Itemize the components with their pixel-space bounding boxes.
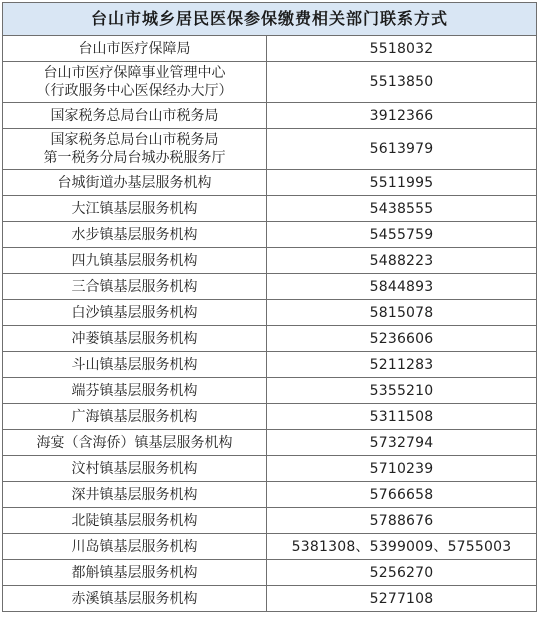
table-row [3, 404, 537, 430]
department-name: 广海镇基层服务机构 [71, 408, 198, 425]
table-row [3, 300, 537, 326]
department-name: 川岛镇基层服务机构 [71, 538, 198, 555]
table-row [3, 326, 537, 352]
phone-number: 5236606 [267, 326, 537, 352]
department-name: 台山市医疗保障事业管理中心 [43, 65, 226, 81]
table-row [3, 586, 537, 612]
table-row [3, 456, 537, 482]
department-name-cell [3, 274, 267, 300]
department-name-cell [3, 534, 267, 560]
table-header-row [3, 3, 537, 36]
phone-number: 5311508 [267, 404, 537, 430]
department-name-cell [3, 430, 267, 456]
department-name-cell [3, 456, 267, 482]
contacts-table [2, 2, 537, 612]
phone-number: 5613979 [267, 129, 537, 170]
department-name: 四九镇基层服务机构 [71, 252, 198, 269]
phone-number: 5518032 [267, 36, 537, 62]
department-name-cell [3, 326, 267, 352]
department-name-cell [3, 129, 267, 170]
department-name: 国家税务总局台山市税务局 [50, 132, 219, 148]
phone-number: 3912366 [267, 103, 537, 129]
table-body [3, 36, 537, 612]
table-row [3, 352, 537, 378]
department-name: 台城街道办基层服务机构 [57, 174, 212, 191]
table-row [3, 482, 537, 508]
table-row [3, 129, 537, 170]
department-name: 都斛镇基层服务机构 [71, 564, 198, 581]
department-name: 水步镇基层服务机构 [71, 226, 198, 243]
department-name: 第一税务分局台城办税服务厅 [43, 150, 226, 166]
department-name-cell [3, 352, 267, 378]
department-name: 汶村镇基层服务机构 [71, 460, 198, 477]
department-name-cell [3, 378, 267, 404]
department-name: 三合镇基层服务机构 [71, 278, 198, 295]
department-name-cell [3, 248, 267, 274]
department-name: 深井镇基层服务机构 [71, 486, 198, 503]
department-name-cell [3, 222, 267, 248]
table-row [3, 378, 537, 404]
table-row [3, 62, 537, 103]
department-name-cell [3, 508, 267, 534]
department-name-cell [3, 560, 267, 586]
department-name: 端芬镇基层服务机构 [71, 382, 198, 399]
department-name: 北陡镇基层服务机构 [71, 512, 198, 529]
department-name: （行政服务中心医保经办大厅） [36, 83, 233, 99]
department-name-cell [3, 586, 267, 612]
phone-number: 5277108 [267, 586, 537, 612]
phone-number: 5488223 [267, 248, 537, 274]
department-name: 大江镇基层服务机构 [71, 200, 198, 217]
phone-number: 5355210 [267, 378, 537, 404]
department-name: 国家税务总局台山市税务局 [50, 107, 219, 124]
table-row [3, 560, 537, 586]
table-row [3, 170, 537, 196]
department-name: 冲蒌镇基层服务机构 [71, 330, 198, 347]
phone-number: 5710239 [267, 456, 537, 482]
phone-number: 5438555 [267, 196, 537, 222]
department-name-cell [3, 103, 267, 129]
phone-number: 5513850 [267, 62, 537, 103]
department-name-cell [3, 36, 267, 62]
phone-number: 5788676 [267, 508, 537, 534]
phone-number: 5844893 [267, 274, 537, 300]
table-row [3, 248, 537, 274]
table-row [3, 222, 537, 248]
department-name-cell [3, 196, 267, 222]
table-row [3, 508, 537, 534]
department-name-cell [3, 170, 267, 196]
department-name-cell [3, 62, 267, 103]
phone-number: 5381308、5399009、5755003 [267, 534, 537, 560]
table-row [3, 430, 537, 456]
phone-number: 5256270 [267, 560, 537, 586]
department-name-cell [3, 404, 267, 430]
department-name: 台山市医疗保障局 [78, 40, 191, 57]
department-name: 斗山镇基层服务机构 [71, 356, 198, 373]
table-row [3, 103, 537, 129]
phone-number: 5732794 [267, 430, 537, 456]
table-title: 台山市城乡居民医保参保缴费相关部门联系方式 [3, 3, 537, 36]
department-name-cell [3, 482, 267, 508]
phone-number: 5455759 [267, 222, 537, 248]
department-name: 海宴（含海侨）镇基层服务机构 [36, 434, 233, 451]
table-row [3, 534, 537, 560]
phone-number: 5211283 [267, 352, 537, 378]
phone-number: 5511995 [267, 170, 537, 196]
table-row [3, 196, 537, 222]
phone-number: 5766658 [267, 482, 537, 508]
department-name: 白沙镇基层服务机构 [71, 304, 198, 321]
department-name-cell [3, 300, 267, 326]
phone-number: 5815078 [267, 300, 537, 326]
table-row [3, 274, 537, 300]
department-name: 赤溪镇基层服务机构 [71, 590, 198, 607]
table-row [3, 36, 537, 62]
